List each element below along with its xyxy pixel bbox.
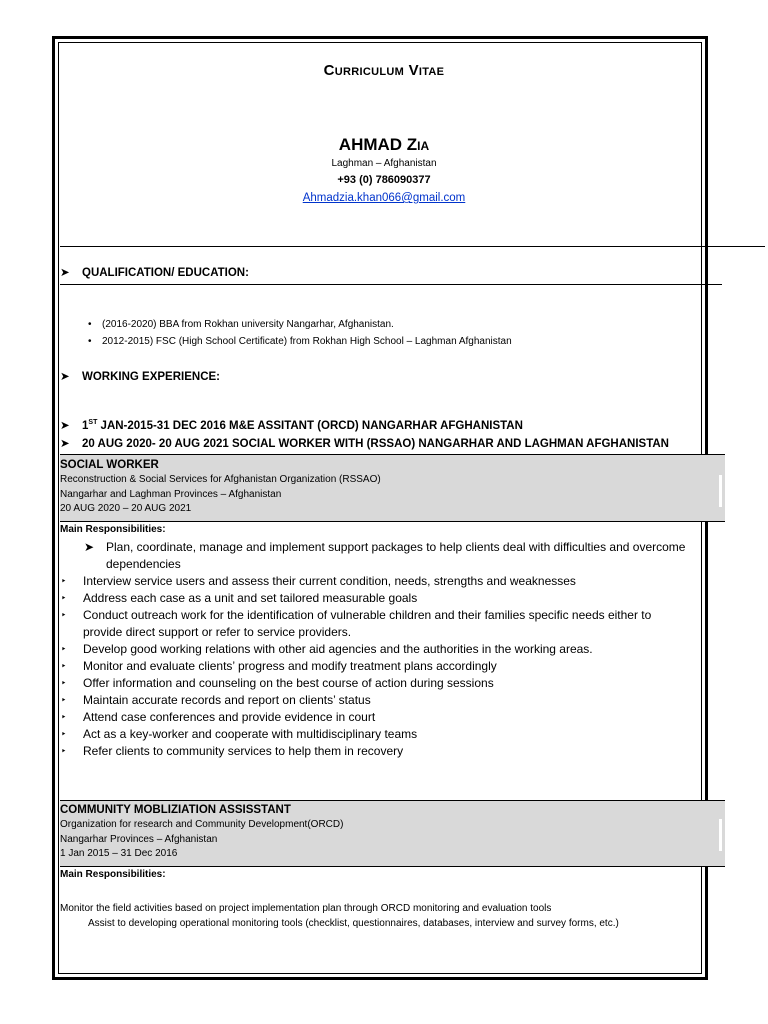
exp-sup: ST [88,419,98,427]
box-margin-mark [719,475,722,507]
responsibility-text: Maintain accurate records and report on clients’ status [83,693,371,707]
bullet-marker-icon: ‣ [61,678,67,688]
job1-dates: 20 AUG 2020 – 20 AUG 2021 [60,503,192,514]
responsibility-text: Refer clients to community services to help them in recovery [83,744,404,758]
document-title: Curriculum Vitae [323,62,445,79]
responsibility-text: Offer information and counseling on the best course of action during sessions [83,676,494,690]
responsibility-item [61,709,376,726]
candidate-location: Laghman – Afghanistan [331,158,437,169]
box-margin-mark [719,819,722,851]
job1-location: Nangarhar and Laghman Provinces – Afghanistan [60,488,282,500]
exp-text: 20 AUG 2020- 20 AUG 2021 SOCIAL WORKER WITH (RSSAO) NANGARHAR AND LAGHMAN AFGHANISTAN [82,438,669,450]
job1-resp-first-cont: dependencies [106,557,181,571]
experience-summary-2 [60,436,669,450]
experience-heading-text: WORKING EXPERIENCE: [82,371,221,383]
bullet-marker-icon: ‣ [61,729,67,739]
bullet-marker-icon: ‣ [61,712,67,722]
responsibility-item [61,573,576,590]
email-wrapper [0,192,768,204]
responsibility-text: Develop good working relations with other aid agencies and the authorities in the working areas. [83,642,593,656]
job2-resp-1: Monitor the field activities based on project implementation plan through ORCD monitoring and evaluation tools [60,903,552,914]
bullet-marker-icon: ‣ [61,661,67,671]
responsibility-item [61,726,418,743]
job2-header-box [60,800,725,867]
job1-title: SOCIAL WORKER [60,459,159,471]
responsibility-text: Interview service users and assess their current condition, needs, strengths and weaknesses [83,574,576,588]
education-list [60,316,512,350]
responsibility-text: Conduct outreach work for the identification of vulnerable children and their families specific needs either to [83,608,652,622]
job2-resp-2: Assist to developing operational monitoring tools (checklist, questionnaires, databases, interview and survey forms, etc.) [88,918,619,929]
header-divider [60,246,765,247]
bullet-marker-icon: ‣ [61,644,67,654]
list-item: • (2016-2020) BBA from Rokhan university Nangarhar, Afghanistan. [60,316,512,333]
responsibility-item [61,743,404,760]
job1-header-box [60,454,725,522]
bullet-marker-icon: ‣ [61,695,67,705]
responsibility-item [61,658,497,675]
bullet-marker-icon: ‣ [61,576,67,586]
experience-summary-1 [60,418,523,432]
responsibility-item [61,675,494,692]
bullet-marker-icon: ‣ [61,746,67,756]
experience-heading [60,369,220,383]
job2-location: Nangarhar Provinces – Afghanistan [60,833,218,845]
job2-title: COMMUNITY MOBLIZIATION ASSISSTANT [60,804,291,816]
job1-org: Reconstruction & Social Services for Afghanistan Organization (RSSAO) [60,474,381,485]
responsibility-text: provide direct support or refer to service providers. [83,625,352,639]
responsibility-item [61,607,652,624]
education-heading [60,265,249,279]
exp-text: JAN-2015-31 DEC 2016 M&E ASSITANT (ORCD) NANGARHAR AFGHANISTAN [97,420,523,432]
arrow-icon: ➤ [60,420,70,432]
candidate-phone: +93 (0) 786090377 [337,174,431,186]
list-item: • 2012-2015) FSC (High School Certificate) from Rokhan High School – Laghman Afghanistan [60,333,512,350]
arrow-icon: ➤ [60,371,70,383]
job2-org: Organization for research and Community Development(ORCD) [60,819,344,830]
bullet-marker-icon: ‣ [61,593,67,603]
exp-prefix: 1 [82,420,89,432]
bullet-marker-icon: ‣ [61,610,67,620]
responsibility-item [83,624,351,641]
job1-resp-label: Main Responsibilities: [60,524,166,535]
responsibility-text: Address each case as a unit and set tailored measurable goals [83,591,418,605]
education-heading-text: QUALIFICATION/ EDUCATION: [82,267,249,279]
responsibility-item [61,641,593,658]
responsibility-item [61,692,371,709]
job2-dates: 1 Jan 2015 – 31 Dec 2016 [60,848,178,859]
arrow-icon: ➤ [60,267,70,279]
resp-text: Plan, coordinate, manage and implement support packages to help clients deal with difficulties and overcome [106,540,686,554]
responsibility-text: Act as a key-worker and cooperate with multidisciplinary teams [83,727,418,741]
job2-resp-label: Main Responsibilities: [60,869,166,880]
job1-resp-first [84,539,686,556]
candidate-email-link[interactable]: Ahmadzia.khan066@gmail.com [302,192,466,204]
responsibility-text: Monitor and evaluate clients’ progress and modify treatment plans accordingly [83,659,497,673]
education-underline [60,284,722,285]
responsibility-item [61,590,418,607]
candidate-name: AHMAD Zia [338,135,430,154]
responsibility-text: Attend case conferences and provide evidence in court [83,710,376,724]
arrow-icon: ➤ [60,438,70,450]
arrow-icon: ➤ [84,540,95,554]
